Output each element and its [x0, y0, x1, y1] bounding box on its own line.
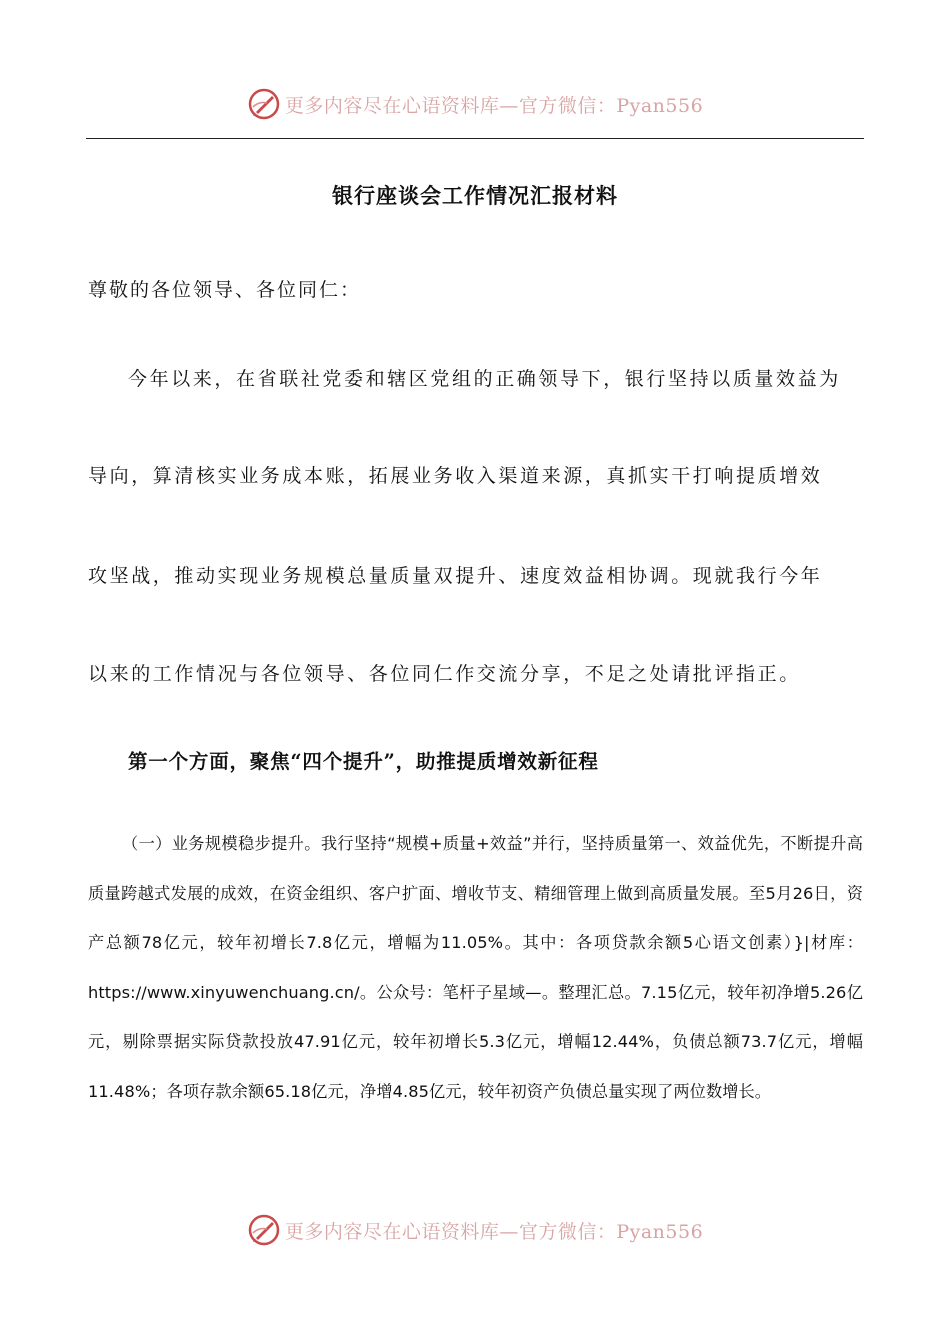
intro-line-4: 以来的工作情况与各位领导、各位同仁作交流分享，不足之处请批评指正。 — [88, 663, 801, 685]
section-paragraph: （一）业务规模稳步提升。我行坚持“规模+质量+效益”并行，坚持质量第一、效益优先，不断提升高质量跨越式发展的成效，在资金组织、客户扩面、增收节支、精细管理上做到高质量发展。至5月26日，资产总额78亿元，较年初增长7.8亿元，增幅为11.05%。其中：各项贷款余额5心语文创素）}|材库：https://www.xinyuwenchuang.cn/。公众号：笔杆子星域—。整理汇总。7.15亿元，较年初净增5.26亿元，剔除票据实际贷款投放47.91亿元，较年初增长5.3亿元，增幅12.44%，负债总额73.7亿元，增幅11.48%；各项存款余额65.18亿元，净增4.85亿元，较年初资产负债总量实现了两位数增长。 — [88, 834, 863, 1101]
pen-logo-icon — [247, 1213, 281, 1247]
pen-logo-icon — [247, 87, 281, 121]
intro-line-1: 今年以来，在省联社党委和辖区党组的正确领导下，银行坚持以质量效益为 — [128, 368, 841, 390]
salutation: 尊敬的各位领导、各位同仁： — [88, 279, 362, 301]
header-divider — [86, 138, 864, 139]
footer-watermark-banner — [0, 1210, 950, 1250]
intro-line-3: 攻坚战，推动实现业务规模总量质量双提升、速度效益相协调。现就我行今年 — [88, 565, 823, 587]
document-title: 银行座谈会工作情况汇报材料 — [332, 183, 618, 208]
banner-text: 更多内容尽在心语资料库—官方微信：Pyan556 — [284, 94, 704, 117]
intro-line-2: 导向，算清核实业务成本账，拓展业务收入渠道来源，真抓实干打响提质增效 — [88, 465, 823, 487]
banner-text: 更多内容尽在心语资料库—官方微信：Pyan556 — [284, 1220, 704, 1243]
header-watermark-banner — [0, 84, 950, 124]
section-heading: 第一个方面，聚焦“四个提升”，助推提质增效新征程 — [128, 750, 599, 773]
